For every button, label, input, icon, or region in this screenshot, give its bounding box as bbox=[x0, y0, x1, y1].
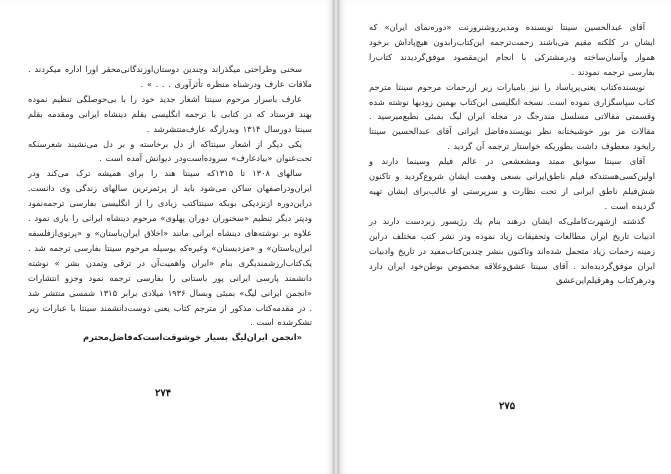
right-page-body bbox=[369, 20, 655, 288]
page-number-right: ۲۷۵ bbox=[499, 401, 516, 412]
paragraph: یکی دیگر از اشعار سینتاکه از دل برخاسته و بر دل می‌نشیند شعرسنکه تحت‌عنوان «بیادعارف» سروده‌است‌ودر دیوانش آمده است . bbox=[28, 138, 312, 164]
final-line: «انجمن ایران‌لیگ بسیار خوشوقت‌است‌که‌فاضل‌محترم bbox=[83, 332, 302, 343]
paragraph: گذشته ازشهرت‌کاملی‌که ایشان درهند بنام یك رژیسور زبردست دارند در ادبیات تاریخ ایران مطالعات وتحقیقات زیاد نموده ودر نشر کتب مختلف دراین زمینه زحمات زیاد متحمل شده‌اند وتاکنون بنشر چندین‌کتاب‌مفید در تاریخ وادبیات ایران موفق‌گردیده‌اند . آقای سینتا عشق‌وعلاقه مخصوص بوطن‌خود ایران دارد ودرهرکتاب وهرقیلم‌این‌عشق bbox=[369, 215, 655, 286]
left-page bbox=[0, 0, 333, 474]
paragraph: سالهای ۱۳۰۸ تا ۱۳۱۵که سینتا هند را برای همیشه ترک می‌کند ودر ایران‌ودراصفهان ساکن می‌شود باید از پرثمرترین سالهای زندگی وی دانست. دراین‌دوره ازنزدیکی بوبکه سینتاکتب زیادی را از انگلیسی بفارسی ترجمه‌نمود ودپتر دیگر تنظیم «سخنوران دوران پهلوی» مرحوم دینشاه ایرانی را یاری نمود . علاوه بر نوشته‌های دینشاه ایرانی مانند «اخلاق ایران‌باستان» و «پرتوی‌ازفلسفه ایران‌باستان» و «مزدیسنان» وغیره‌که بوسیله مرحوم سینتا بفارسی ترجمه شد . یک‌کتاب‌ارزشمندیگری بنام «ایران واهمیت‌آن در ترقی وتمدن بشر » نوشته دانشمند پارسی ایرانی پور باستانی را بفارسی ترجمه نمود وجزو انتشارات «انجمن ایرانی لیگ» بمبئی وبسال ۱۹۳۶ میلادی برابر ۱۳۱۵ شمسی منتشر شد . در مقدمه‌کتاب مذکور از مترجم کتاب یعنی دوست‌دانشمند سینتا با عبارات زیر تشکرشده است . bbox=[28, 168, 312, 328]
paragraph: آقای عبدالحسین سینتا نویسنده ومدیرروشنروزنت «دوره‌نمای ایران» که ایشان در کلکته مقیم می‌باشند زحمت‌ترجمه این‌کتاب‌رابدون هیچ‌پاداش برخود هموار وآسان‌ساخته ودرمشترکی با انجام این‌مقصود موفق‌گردیدند کتاب‌را بفارسی ترجمه نمودند . bbox=[369, 22, 655, 77]
paragraph: سخنی وطراحتی میگذراند وچندین دوستان‌اوزندگانی‌محقر اورا اداره میکردند . ملاقات عارف ودرشناه منظره تأثرآوری . . . » . bbox=[28, 64, 312, 89]
right-page bbox=[339, 0, 671, 474]
paragraph: عارف باسرار مرحوم سینتا اشعار جدید خود را با بی‌حوصلگی تنظیم نموده بهند فرستاد که در کتابی با ترجمه انگلیسی بقلم دینشاه ایرانی ومقدمه بقلم سینتا دورسال ۱۳۱۴ وبدرازگه عارف‌منتشرشد . bbox=[28, 93, 312, 134]
left-page-body bbox=[28, 62, 312, 345]
paragraph: آقای سینتا سوابق ممتد ومشعشعی در عالم فیلم وسینما دارند و اولین‌کسی‌هستندکه فیلم ناطق‌ایرانی بسعی وهمت ایشان شروع‌گردید و تاکنون شش‌فیلم ناطق ایرانی از تحت نظارت و سرپرستی او غالب‌برای ایشان تهیه گردیده است . bbox=[369, 156, 655, 211]
paragraph: نویسنده‌کتاب یعنی‌پرپاساد را نیز بامیارات زیر ازرحمات مرحوم سینتا مترجم کتاب سپاسگزاری نموده است. نسخه انگلیسی این‌کتاب بهمین زودیها نوشته شده وقسمتی مقالاتی مسلسل مندرجگ در مجله ایران لیگ بمبئی بطبع‌میرسید . مقالات مز بور خوشبختانه نظر نویسنده‌فاضل ایرانی آقای عبدالحسین سینتا رابخود معطوف داشت بطوریکه خواستار ترجمه آن گردید . bbox=[369, 81, 655, 152]
page-number-left: ۲۷۴ bbox=[155, 388, 172, 399]
